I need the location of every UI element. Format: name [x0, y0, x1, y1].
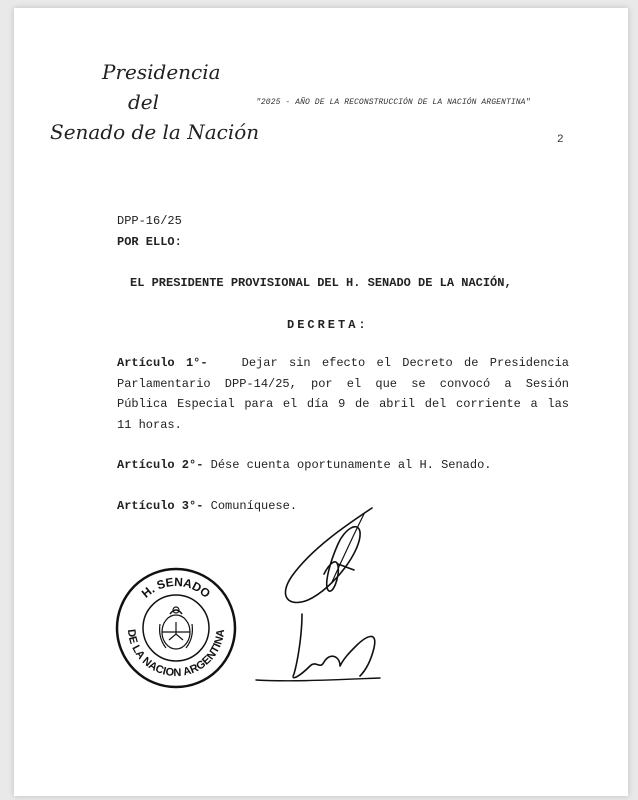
year-motto: "2025 - AÑO DE LA RECONSTRUCCIÓN DE LA NACIÓN ARGENTINA": [256, 98, 531, 107]
article-1-line-1: [117, 353, 569, 374]
signature-2: [240, 600, 390, 696]
letterhead-line-senado: Senado de la Nación: [50, 120, 260, 144]
page-number: 2: [557, 134, 564, 146]
seal-top-text: H. SENADO: [138, 574, 214, 601]
article-1-line-2: Parlamentario DPP-14/25, por el que se convocó a Sesión: [117, 376, 569, 391]
por-ello-heading: POR ELLO:: [117, 235, 182, 249]
article-1-label: Artículo 1°-: [117, 356, 208, 370]
article-1-line-4: 11 horas.: [117, 417, 182, 432]
article-2-label: Artículo 2°-: [117, 458, 204, 472]
article-3-label: Artículo 3°-: [117, 499, 204, 513]
letterhead: [50, 60, 260, 160]
article-1: [117, 353, 569, 435]
article-2-text: Dése cuenta oportunamente al H. Senado.: [210, 458, 492, 472]
president-heading: EL PRESIDENTE PROVISIONAL DEL H. SENADO DE LA NACIÓN,: [130, 276, 512, 290]
article-1-text-1: Dejar sin efecto el Decreto de Presidencia: [241, 356, 569, 370]
seal-bottom-text: DE LA NACION ARGENTINA: [124, 628, 228, 680]
decreta-heading: DECRETA:: [287, 318, 369, 332]
decree-reference: DPP-16/25: [117, 214, 182, 228]
letterhead-line-del: del: [128, 90, 160, 114]
senate-seal-stamp: [114, 566, 238, 690]
svg-text:H. SENADO: [139, 575, 213, 601]
article-2: [117, 455, 569, 476]
letterhead-line-presidencia: Presidencia: [102, 60, 221, 84]
article-1-line-3: Pública Especial para el día 9 de abril del corriente a las: [117, 397, 569, 411]
coat-of-arms-icon: [160, 607, 193, 649]
svg-text:DE LA NACION ARGENTINA: [125, 629, 227, 680]
article-3-text: Comuníquese.: [210, 499, 298, 513]
